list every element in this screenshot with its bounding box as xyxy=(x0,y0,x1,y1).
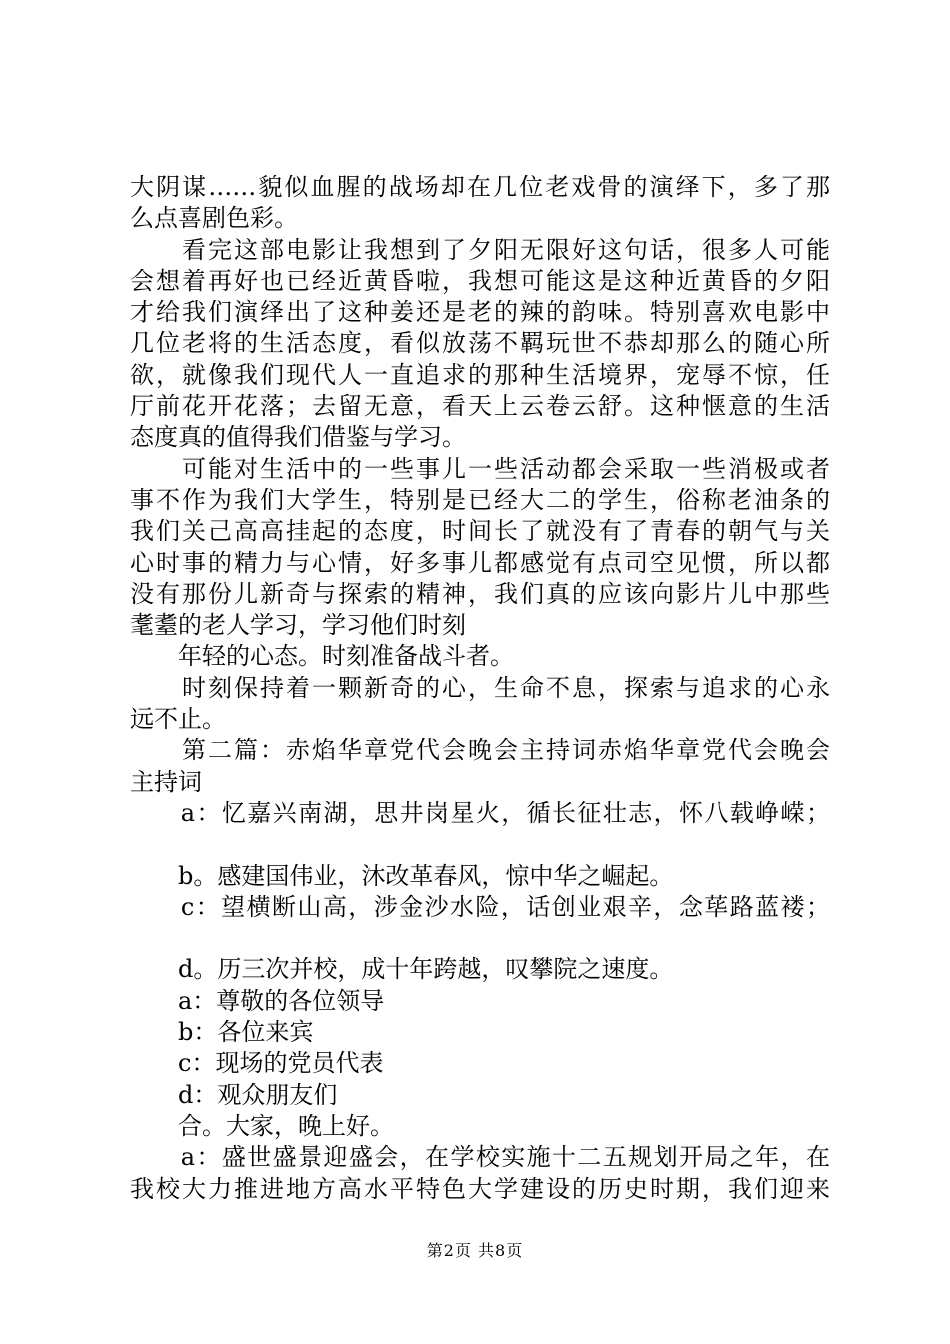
blank-line xyxy=(130,829,830,860)
text-line: 耄耋的老人学习，学习他们时刻 xyxy=(130,611,466,640)
page-footer: 第2页 共8页 xyxy=(426,1241,524,1260)
text-line: 厅前花开花落；去留无意，看天上云卷云舒。这种惬意的生活 xyxy=(130,392,830,421)
text-line: 第二篇：赤焰华章党代会晚会主持词赤焰华章党代会晚会 xyxy=(130,736,830,765)
text-line: 可能对生活中的一些事儿一些活动都会采取一些消极或者 xyxy=(130,454,830,483)
text-line: 才给我们演绎出了这种姜还是老的辣的韵味。特别喜欢电影中 xyxy=(130,298,830,327)
text-line: 心时事的精力与心情，好多事儿都感觉有点司空见惯，所以都 xyxy=(130,548,830,577)
text-line: 时刻保持着一颗新奇的心，生命不息，探索与追求的心永 xyxy=(130,673,830,702)
text-line: a：盛世盛景迎盛会，在学校实施十二五规划开局之年，在 xyxy=(130,1143,830,1172)
text-line: 事不作为我们大学生，特别是已经大二的学生，俗称老油条的 xyxy=(130,485,830,514)
text-line: 几位老将的生活态度，看似放荡不羁玩世不恭却那么的随心所 xyxy=(130,329,830,358)
text-line: 会想着再好也已经近黄昏啦，我想可能这是这种近黄昏的夕阳 xyxy=(130,266,830,295)
text-line: 我们关己高高挂起的态度，时间长了就没有了青春的朝气与关 xyxy=(130,517,830,546)
text-line: b：各位来宾 xyxy=(130,1018,314,1047)
text-line: 看完这部电影让我想到了夕阳无限好这句话，很多人可能 xyxy=(130,235,830,264)
text-line: 年轻的心态。时刻准备战斗者。 xyxy=(130,642,514,671)
text-line: 我校大力推进地方高水平特色大学建设的历史时期，我们迎来 xyxy=(130,1174,830,1203)
text-line: d：观众朋友们 xyxy=(130,1080,338,1109)
blank-line xyxy=(130,923,830,954)
text-line: a：忆嘉兴南湖，思井岗星火，循长征壮志，怀八载峥嵘； xyxy=(130,798,830,827)
text-line: 没有那份儿新奇与探索的精神，我们真的应该向影片儿中那些 xyxy=(130,579,830,608)
text-line: c：望横断山高，涉金沙水险，话创业艰辛，念荜路蓝褛； xyxy=(130,892,830,921)
text-line: c：现场的党员代表 xyxy=(130,1049,384,1078)
text-line: b。感建国伟业，沐改革春风，惊中华之崛起。 xyxy=(130,861,674,890)
body-text xyxy=(130,172,830,1205)
text-line: 主持词 xyxy=(130,767,202,796)
text-line: 大阴谋……貌似血腥的战场却在几位老戏骨的演绎下，多了那 xyxy=(130,173,830,201)
text-line: 远不止。 xyxy=(130,705,226,734)
text-line: 欲，就像我们现代人一直追求的那种生活境界，宠辱不惊，任 xyxy=(130,360,830,389)
text-line: 么点喜剧色彩。 xyxy=(130,204,298,233)
text-line: a：尊敬的各位领导 xyxy=(130,986,385,1015)
text-line: d。历三次并校，成十年跨越，叹攀院之速度。 xyxy=(130,955,674,984)
text-line: 合。大家，晚上好。 xyxy=(130,1111,394,1140)
text-line: 态度真的值得我们借鉴与学习。 xyxy=(130,423,466,452)
